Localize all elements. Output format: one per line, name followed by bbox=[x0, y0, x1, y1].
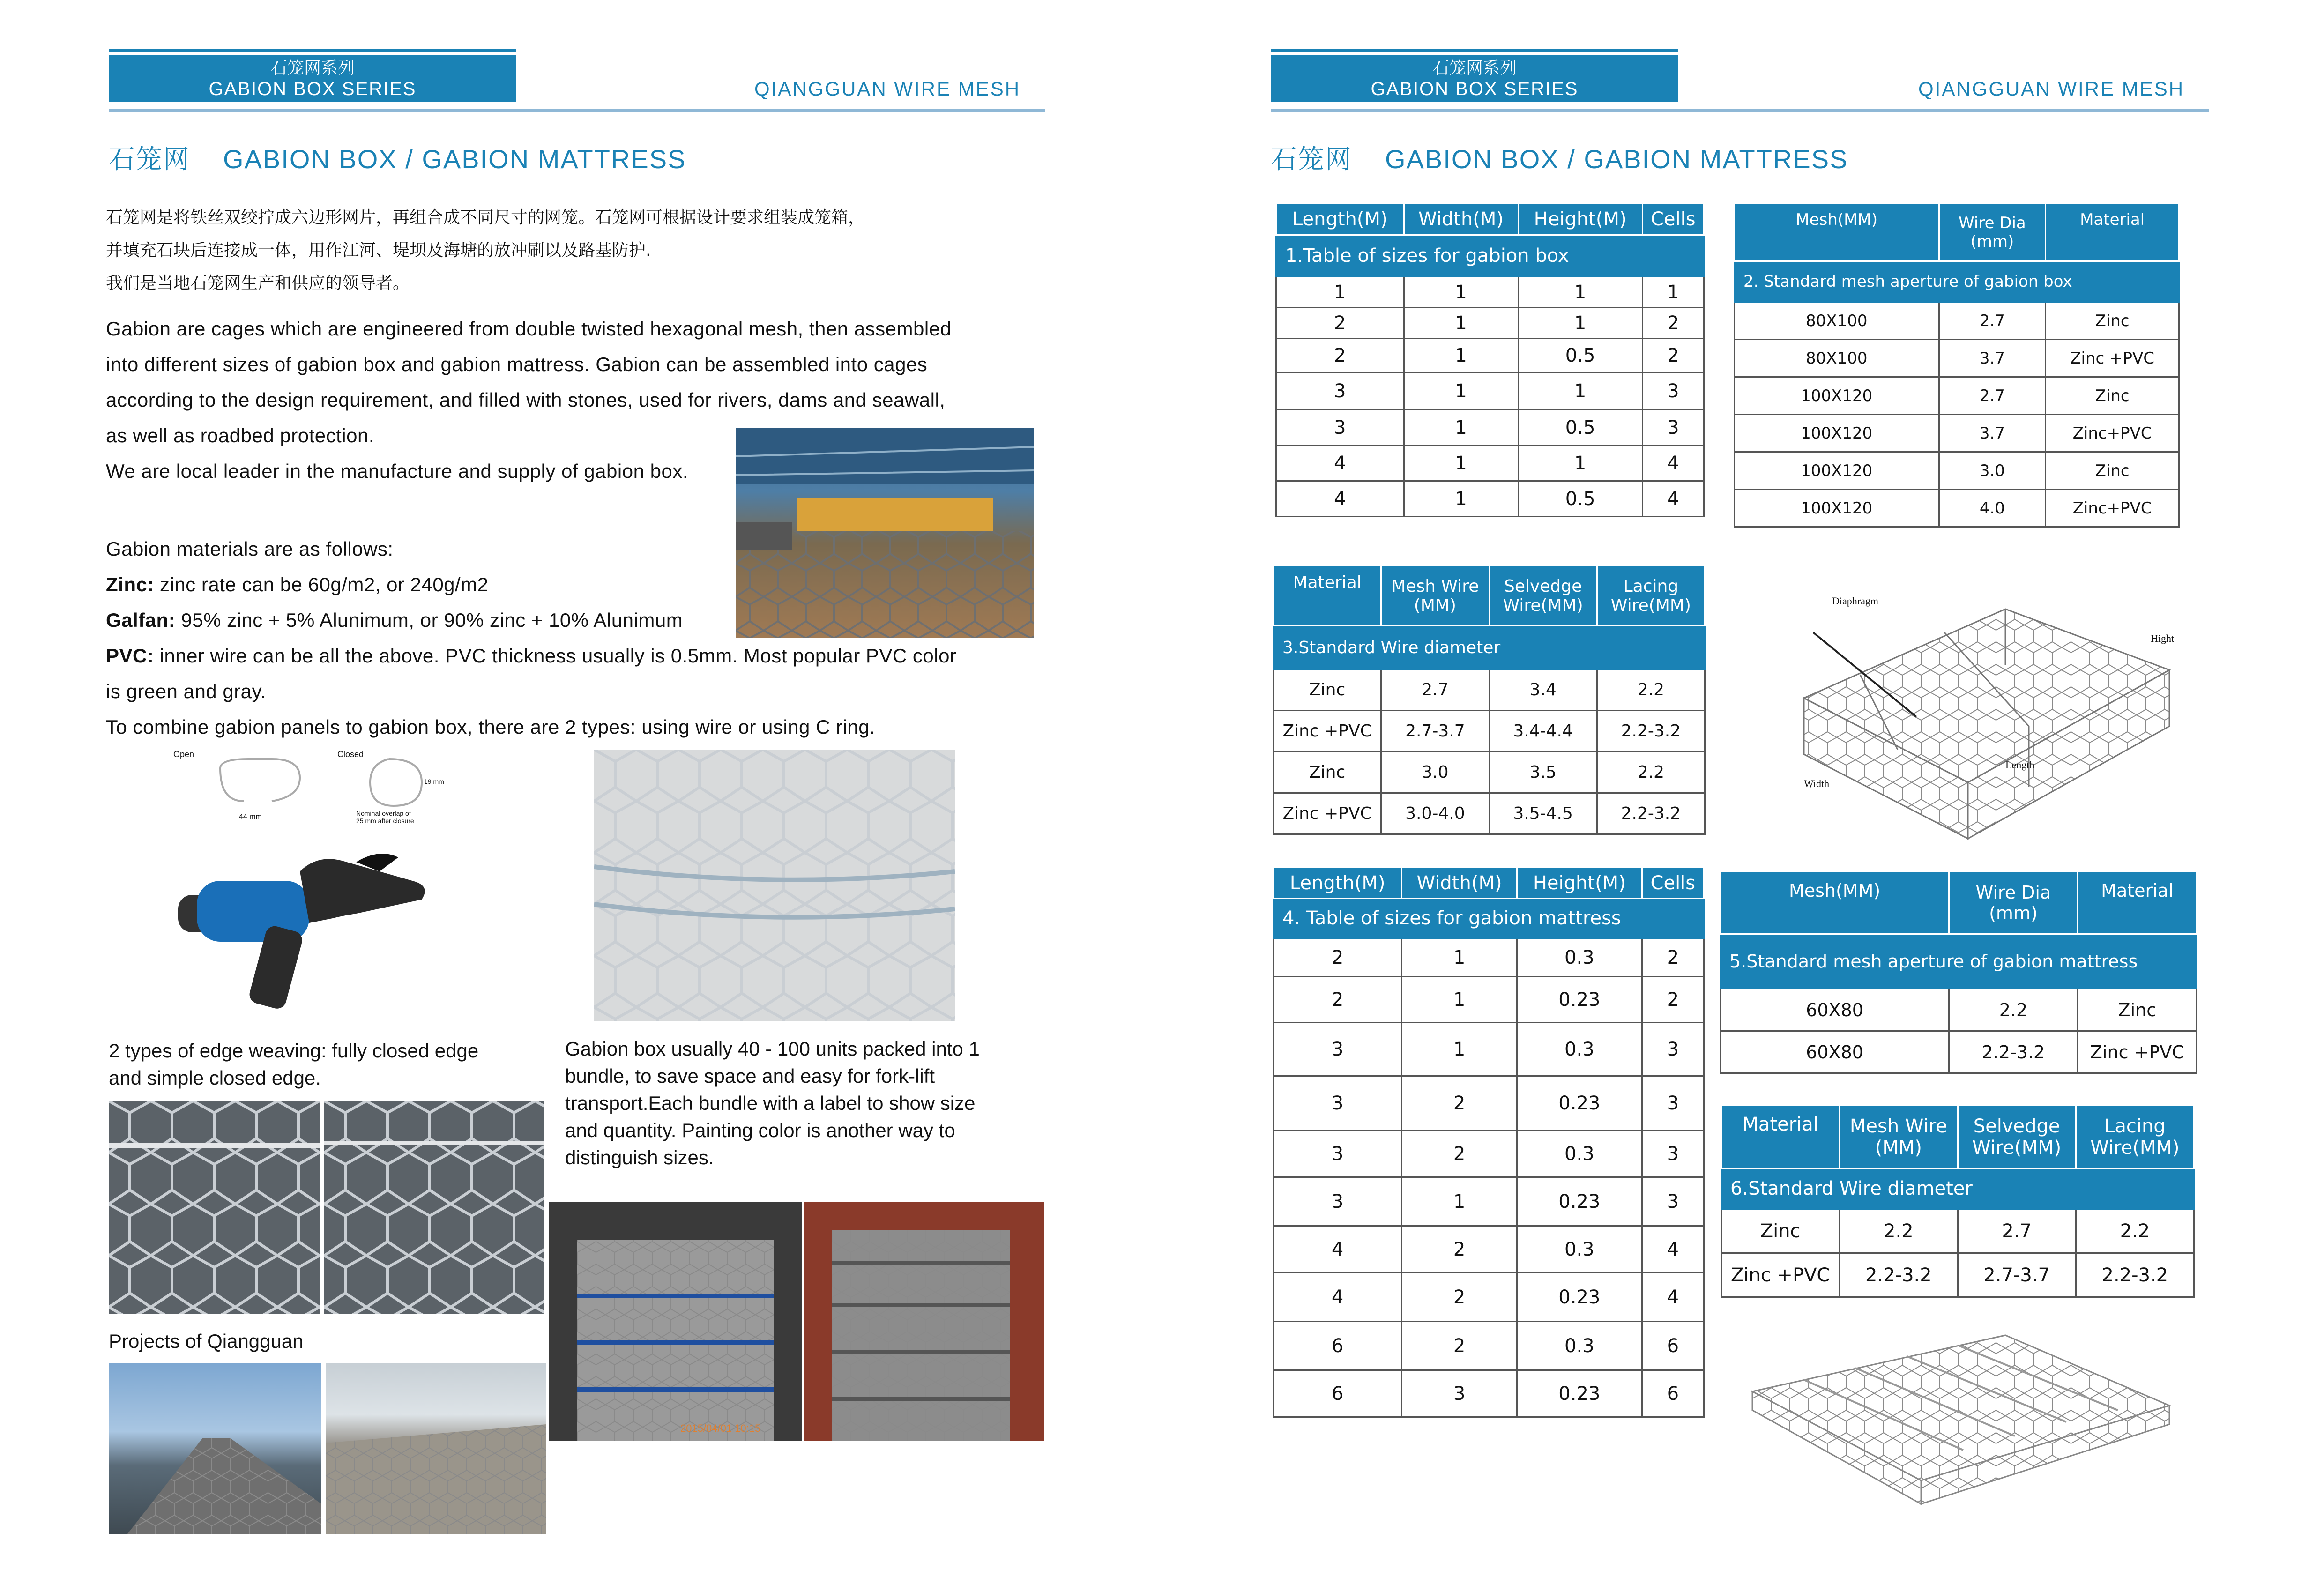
table-title: 2. Standard mesh aperture of gabion box bbox=[1735, 261, 2179, 302]
left-brand: QIANGGUAN WIRE MESH bbox=[754, 78, 1021, 100]
table-cell: 0.23 bbox=[1517, 1273, 1642, 1322]
table-gabion-box-wire-diameter bbox=[1273, 565, 1706, 835]
table-cell: 0.5 bbox=[1518, 339, 1642, 372]
table-cell: 3 bbox=[1274, 1177, 1402, 1226]
table-cell: 60X80 bbox=[1721, 1031, 1949, 1073]
table-cell: 0.5 bbox=[1518, 481, 1642, 517]
table-header: Height(M) bbox=[1517, 868, 1642, 899]
table-cell: 0.3 bbox=[1517, 1023, 1642, 1076]
table-cell: Zinc bbox=[1721, 1209, 1840, 1253]
projects-label: Projects of Qiangguan bbox=[109, 1330, 304, 1352]
table-cell: 1 bbox=[1402, 1023, 1517, 1076]
table-cell: 3.0-4.0 bbox=[1381, 793, 1489, 834]
table-header: Height(M) bbox=[1518, 203, 1642, 235]
table-cell: Zinc +PVC bbox=[1274, 711, 1381, 752]
bundle-photo-1 bbox=[549, 1202, 802, 1441]
table-cell: 0.3 bbox=[1517, 1226, 1642, 1273]
table-cell: Zinc bbox=[2046, 452, 2179, 490]
table-cell: 2 bbox=[1402, 1322, 1517, 1370]
gabion-mattress-diagram bbox=[1743, 1326, 2183, 1532]
table-cell: 2 bbox=[1274, 977, 1402, 1023]
intro-cn-line: 我们是当地石笼网生产和供应的领导者。 bbox=[106, 274, 410, 293]
table-header: Wire Dia (mm) bbox=[1949, 871, 2078, 934]
table-cell: 3.5 bbox=[1489, 752, 1597, 793]
table-cell: 1 bbox=[1402, 977, 1517, 1023]
table-cell: 3 bbox=[1642, 372, 1704, 410]
table-cell: 2.2 bbox=[2076, 1209, 2194, 1253]
left-page-title bbox=[109, 139, 686, 176]
table-cell: 2 bbox=[1642, 308, 1704, 339]
c-ring-note: Nominal overlap of 25 mm after closure bbox=[356, 810, 414, 825]
table-cell: 2.7 bbox=[1939, 302, 2046, 340]
table-cell: 2 bbox=[1274, 938, 1402, 977]
table-cell: Zinc +PVC bbox=[2078, 1031, 2197, 1073]
table-title: 1.Table of sizes for gabion box bbox=[1276, 235, 1704, 277]
table-cell: 2.2-3.2 bbox=[1949, 1031, 2078, 1073]
table-cell: 1 bbox=[1404, 372, 1518, 410]
table-cell: 2.2-3.2 bbox=[2076, 1253, 2194, 1297]
table-title: 6.Standard Wire diameter bbox=[1721, 1168, 2194, 1209]
gabion-box-diagram bbox=[1743, 558, 2183, 848]
right-header bbox=[1271, 49, 1678, 102]
table-header: Material bbox=[2078, 871, 2197, 934]
table-cell: 3 bbox=[1276, 372, 1404, 410]
table-gabion-mattress-sizes bbox=[1273, 867, 1705, 1418]
table-cell: 1 bbox=[1518, 277, 1642, 308]
lacing-wire-photo bbox=[594, 750, 955, 1021]
table-cell: 3 bbox=[1402, 1370, 1517, 1417]
label-hight: Hight bbox=[2151, 632, 2175, 644]
table-cell: 60X80 bbox=[1721, 989, 1949, 1031]
table-cell: 2 bbox=[1402, 1226, 1517, 1273]
table-header: Material bbox=[2046, 203, 2179, 261]
table-cell: Zinc +PVC bbox=[2046, 340, 2179, 377]
table-cell: 2 bbox=[1402, 1273, 1517, 1322]
series-cn: 石笼网系列 bbox=[1432, 59, 1517, 78]
table-cell: Zinc+PVC bbox=[2046, 490, 2179, 527]
c-ring-open-label: Open bbox=[173, 750, 194, 759]
project-photo-1 bbox=[109, 1363, 321, 1534]
table-cell: 6 bbox=[1274, 1370, 1402, 1417]
table-cell: 2.2-3.2 bbox=[1597, 711, 1705, 752]
table-header: Wire Dia (mm) bbox=[1939, 203, 2046, 261]
table-header: Mesh Wire (MM) bbox=[1840, 1106, 1958, 1168]
table-header: Material bbox=[1274, 566, 1381, 626]
right-header-rule bbox=[1271, 109, 2209, 112]
c-ring-height: 19 mm bbox=[424, 778, 444, 785]
series-en: GABION BOX SERIES bbox=[1371, 79, 1579, 99]
table-cell: 3.5-4.5 bbox=[1489, 793, 1597, 834]
table-cell: 3.4 bbox=[1489, 669, 1597, 711]
table-cell: 1 bbox=[1404, 308, 1518, 339]
table-cell: 2 bbox=[1642, 977, 1704, 1023]
c-ring-tool-image bbox=[178, 843, 450, 1012]
table-header: Cells bbox=[1642, 868, 1704, 899]
table-cell: 100X120 bbox=[1735, 452, 1939, 490]
left-header bbox=[109, 49, 516, 102]
c-ring-diagram bbox=[169, 750, 450, 834]
table-cell: 2 bbox=[1276, 308, 1404, 339]
table-header: Mesh(MM) bbox=[1735, 203, 1939, 261]
table-cell: 2.7-3.7 bbox=[1381, 711, 1489, 752]
label-length: Length bbox=[2005, 759, 2035, 771]
table-cell: 2.7 bbox=[1958, 1209, 2076, 1253]
table-cell: 1 bbox=[1402, 1177, 1517, 1226]
table-cell: 6 bbox=[1642, 1322, 1704, 1370]
table-header: Lacing Wire(MM) bbox=[1597, 566, 1705, 626]
table-header: Lacing Wire(MM) bbox=[2076, 1106, 2194, 1168]
table-cell: 100X120 bbox=[1735, 415, 1939, 452]
project-photo-2 bbox=[326, 1363, 546, 1534]
bundle-photo-2 bbox=[804, 1202, 1044, 1441]
table-title: 3.Standard Wire diameter bbox=[1274, 626, 1705, 669]
table-header: Mesh Wire (MM) bbox=[1381, 566, 1489, 626]
material-galfan: Galfan: 95% zinc + 5% Alunimum, or 90% zinc + 10% Alunimum bbox=[106, 609, 683, 631]
table-gabion-mattress-mesh-aperture bbox=[1720, 870, 2197, 1074]
photo-date-stamp: 2015/04/01 10:15 bbox=[680, 1422, 761, 1434]
table-cell: 3 bbox=[1274, 1076, 1402, 1131]
table-cell: 1 bbox=[1404, 277, 1518, 308]
table-cell: 2 bbox=[1402, 1076, 1517, 1131]
table-cell: 3.0 bbox=[1381, 752, 1489, 793]
edge-photo-fully-closed bbox=[109, 1101, 320, 1314]
table-header: Material bbox=[1721, 1106, 1840, 1168]
table-title: 5.Standard mesh aperture of gabion mattress bbox=[1721, 934, 2197, 989]
table-cell: Zinc +PVC bbox=[1274, 793, 1381, 834]
table-cell: 2 bbox=[1642, 938, 1704, 977]
table-header: Mesh(MM) bbox=[1721, 871, 1949, 934]
right-page-title bbox=[1271, 139, 1848, 176]
intro-en-line: as well as roadbed protection. bbox=[106, 424, 374, 446]
title-cn: 石笼网 bbox=[109, 144, 190, 175]
table-cell: 0.23 bbox=[1517, 1370, 1642, 1417]
intro-en-line: Gabion are cages which are engineered from double twisted hexagonal mesh, then assembled bbox=[106, 318, 952, 340]
intro-cn-line: 并填充石块后连接成一体，用作江河、堤坝及海塘的放冲刷以及路基防护. bbox=[106, 241, 651, 260]
intro-cn-line: 石笼网是将铁丝双绞拧成六边形网片，再组合成不同尺寸的网笼。石笼网可根据设计要求组装成笼箱， bbox=[106, 208, 865, 227]
table-title: 4. Table of sizes for gabion mattress bbox=[1274, 899, 1704, 938]
table-cell: 0.23 bbox=[1517, 977, 1642, 1023]
series-cn: 石笼网系列 bbox=[270, 59, 355, 78]
table-cell: 100X120 bbox=[1735, 377, 1939, 415]
table-cell: 0.23 bbox=[1517, 1177, 1642, 1226]
table-header: Width(M) bbox=[1404, 203, 1518, 235]
table-cell: 4 bbox=[1276, 481, 1404, 517]
table-cell: 6 bbox=[1642, 1370, 1704, 1417]
table-cell: 4 bbox=[1274, 1226, 1402, 1273]
table-header: Cells bbox=[1642, 203, 1704, 235]
title-cn: 石笼网 bbox=[1271, 144, 1352, 175]
table-cell: 4 bbox=[1642, 481, 1704, 517]
table-cell: 100X120 bbox=[1735, 490, 1939, 527]
materials-heading: Gabion materials are as follows: bbox=[106, 538, 394, 560]
material-zinc: Zinc: zinc rate can be 60g/m2, or 240g/m2 bbox=[106, 573, 489, 595]
table-cell: Zinc bbox=[1274, 669, 1381, 711]
table-cell: 3 bbox=[1274, 1023, 1402, 1076]
table-cell: 2.7 bbox=[1381, 669, 1489, 711]
table-cell: 3.7 bbox=[1939, 340, 2046, 377]
table-cell: 2 bbox=[1642, 339, 1704, 372]
table-cell: Zinc bbox=[1274, 752, 1381, 793]
edge-caption: 2 types of edge weaving: fully closed edge and simple closed edge. bbox=[109, 1040, 479, 1089]
table-cell: 1 bbox=[1404, 481, 1518, 517]
table-gabion-mattress-wire-diameter bbox=[1721, 1105, 2195, 1298]
table-cell: 2 bbox=[1402, 1131, 1517, 1177]
table-cell: 1 bbox=[1518, 372, 1642, 410]
right-brand: QIANGGUAN WIRE MESH bbox=[1918, 78, 2185, 100]
table-cell: 0.23 bbox=[1517, 1076, 1642, 1131]
table-cell: 4 bbox=[1642, 1226, 1704, 1273]
table-cell: Zinc bbox=[2078, 989, 2197, 1031]
table-gabion-box-sizes bbox=[1275, 202, 1705, 517]
materials-block bbox=[106, 531, 1090, 745]
label-diaphragm: Diaphragm bbox=[1832, 595, 1878, 607]
table-cell: 4 bbox=[1274, 1273, 1402, 1322]
table-cell: Zinc bbox=[2046, 377, 2179, 415]
table-cell: 2.2-3.2 bbox=[1597, 793, 1705, 834]
label-width: Width bbox=[1804, 778, 1830, 789]
table-cell: 3 bbox=[1642, 1177, 1704, 1226]
table-cell: 0.3 bbox=[1517, 1322, 1642, 1370]
table-cell: 3 bbox=[1274, 1131, 1402, 1177]
table-cell: Zinc bbox=[2046, 302, 2179, 340]
bundle-caption: Gabion box usually 40 - 100 units packed into 1 bundle, to save space and easy for fork-lift transport.Each bundle with a label to show size and quantity. Painting color is another way to distinguish sizes. bbox=[565, 1038, 980, 1168]
table-cell: 2.7-3.7 bbox=[1958, 1253, 2076, 1297]
combine-text: To combine gabion panels to gabion box, there are 2 types: using wire or using C ring. bbox=[106, 716, 876, 738]
title-en: GABION BOX / GABION MATTRESS bbox=[1385, 144, 1848, 174]
table-cell: 1 bbox=[1642, 277, 1704, 308]
table-cell: 4 bbox=[1276, 446, 1404, 481]
table-header: Length(M) bbox=[1274, 868, 1402, 899]
table-cell: 1 bbox=[1402, 938, 1517, 977]
table-cell: 0.3 bbox=[1517, 1131, 1642, 1177]
table-cell: 3 bbox=[1642, 1023, 1704, 1076]
table-cell: 2.2 bbox=[1597, 669, 1705, 711]
material-pvc-cont: is green and gray. bbox=[106, 680, 267, 702]
table-cell: 2.7 bbox=[1939, 377, 2046, 415]
intro-en-line: We are local leader in the manufacture and supply of gabion box. bbox=[106, 460, 688, 482]
table-cell: Zinc +PVC bbox=[1721, 1253, 1840, 1297]
table-cell: 2 bbox=[1276, 339, 1404, 372]
table-cell: 0.5 bbox=[1518, 410, 1642, 446]
edge-photo-simple-closed bbox=[324, 1101, 544, 1314]
intro-en-line: into different sizes of gabion box and gabion mattress. Gabion can be assembled into cages bbox=[106, 353, 928, 375]
table-cell: 3 bbox=[1642, 410, 1704, 446]
table-cell: 1 bbox=[1518, 308, 1642, 339]
table-cell: Zinc+PVC bbox=[2046, 415, 2179, 452]
table-cell: 4 bbox=[1642, 446, 1704, 481]
table-cell: 1 bbox=[1276, 277, 1404, 308]
table-header: Length(M) bbox=[1276, 203, 1404, 235]
table-cell: 6 bbox=[1274, 1322, 1402, 1370]
intro-cn bbox=[106, 201, 1066, 300]
table-gabion-box-mesh-aperture bbox=[1734, 202, 2180, 528]
table-cell: 2.2-3.2 bbox=[1840, 1253, 1958, 1297]
table-cell: 1 bbox=[1404, 446, 1518, 481]
table-cell: 3 bbox=[1276, 410, 1404, 446]
table-cell: 80X100 bbox=[1735, 340, 1939, 377]
intro-en-line: according to the design requirement, and filled with stones, used for rivers, dams and seawall, bbox=[106, 389, 946, 411]
table-header: Width(M) bbox=[1402, 868, 1517, 899]
table-cell: 0.3 bbox=[1517, 938, 1642, 977]
table-header: Selvedge Wire(MM) bbox=[1489, 566, 1597, 626]
material-pvc: PVC: inner wire can be all the above. PVC thickness usually is 0.5mm. Most popular PVC color bbox=[106, 645, 957, 667]
table-cell: 1 bbox=[1404, 339, 1518, 372]
table-cell: 1 bbox=[1518, 446, 1642, 481]
table-cell: 80X100 bbox=[1735, 302, 1939, 340]
table-cell: 3.4-4.4 bbox=[1489, 711, 1597, 752]
table-cell: 1 bbox=[1404, 410, 1518, 446]
table-header: Selvedge Wire(MM) bbox=[1958, 1106, 2076, 1168]
table-cell: 2.2 bbox=[1597, 752, 1705, 793]
c-ring-closed-label: Closed bbox=[337, 750, 364, 759]
table-cell: 4.0 bbox=[1939, 490, 2046, 527]
table-cell: 2.2 bbox=[1949, 989, 2078, 1031]
c-ring-size: 44 mm bbox=[239, 813, 262, 821]
title-en: GABION BOX / GABION MATTRESS bbox=[223, 144, 686, 174]
left-header-rule bbox=[109, 109, 1045, 112]
series-en: GABION BOX SERIES bbox=[209, 79, 417, 99]
table-cell: 3.0 bbox=[1939, 452, 2046, 490]
table-cell: 4 bbox=[1642, 1273, 1704, 1322]
table-cell: 3.7 bbox=[1939, 415, 2046, 452]
table-cell: 3 bbox=[1642, 1076, 1704, 1131]
table-cell: 3 bbox=[1642, 1131, 1704, 1177]
table-cell: 2.2 bbox=[1840, 1209, 1958, 1253]
